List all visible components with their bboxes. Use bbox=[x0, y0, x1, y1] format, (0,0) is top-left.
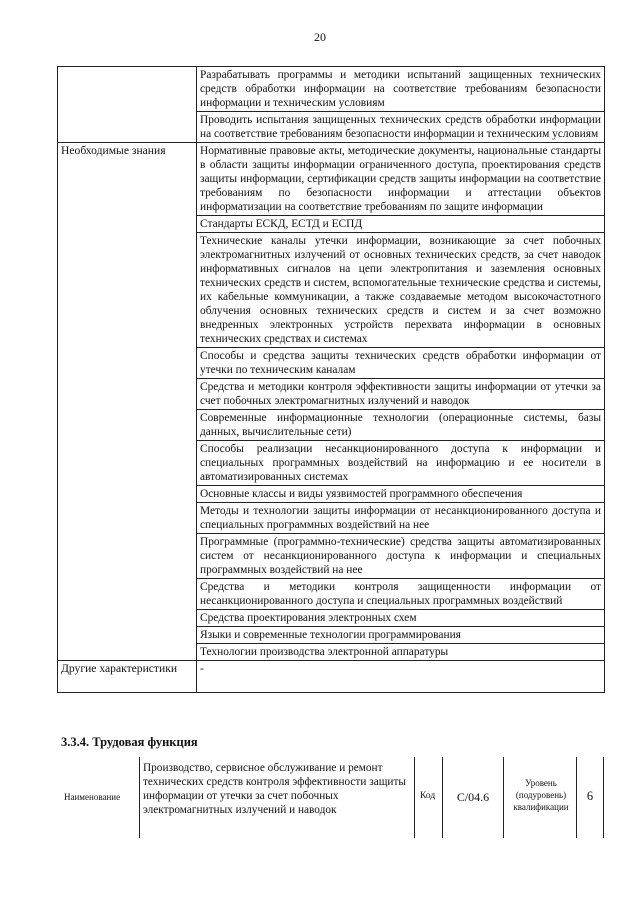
row-text: Средства и методики контроля защищенности информации от несанкционированного доступа и специальных программных воздействий bbox=[197, 579, 605, 610]
row-text: Основные классы и виды уязвимостей программного обеспечения bbox=[197, 486, 605, 503]
table-row bbox=[58, 143, 605, 216]
row-text: Способы и средства защиты технических средств обработки информации от утечки по техническим каналам bbox=[197, 348, 605, 379]
row-text: - bbox=[197, 661, 605, 693]
table-row bbox=[58, 67, 605, 112]
knowledge-skills-table bbox=[57, 66, 605, 693]
row-label bbox=[58, 67, 197, 143]
row-text: Нормативные правовые акты, методические документы, национальные стандарты в области защиты информации ограниченного доступа, проектирования средств защиты информации, сертификации средств защиты информации на соответствие требованиям по безопасности информации и аттестации объектов информатизации на соответствие требованиям по защите информации bbox=[197, 143, 605, 216]
page-number: 20 bbox=[314, 30, 326, 44]
row-text: Проводить испытания защищенных технических средств обработки информации на соответствие требованиям безопасности информации и техническим условиям bbox=[197, 112, 605, 143]
row-text: Программные (программно-технические) средства защиты автоматизированных систем от несанкционированного доступа к информации и специальных программных воздействий на нее bbox=[197, 534, 605, 579]
row-text: Средства и методики контроля эффективности защиты информации от утечки за счет побочных электромагнитных излучений и наводок bbox=[197, 379, 605, 410]
row-label-knowledge: Необходимые знания bbox=[58, 143, 197, 661]
row-text: Разрабатывать программы и методики испытаний защищенных технических средств обработки информации на соответствие требованиям безопасности информации и техническим условиям bbox=[197, 67, 605, 112]
row-text: Языки и современные технологии программирования bbox=[197, 627, 605, 644]
row-text: Современные информационные технологии (операционные системы, базы данных, вычислительные сети) bbox=[197, 410, 605, 441]
row-text: Технические каналы утечки информации, возникающие за счет побочных электромагнитных излучений от основных технических средств, за счет наводок информативных сигналов на цепи электропитания и заземления основных технических средств и систем, вспомогательные технические средства и системы, их кабельные коммуникации, а также создаваемые методом высокочастотного облучения основных технических средств и систем и за счет возможно внедренных электронных устройств перехвата информации в основных технических средствах и системах bbox=[197, 233, 605, 348]
level-label: Уровень (подуровень) квалификации bbox=[513, 778, 569, 812]
code-label: Код bbox=[420, 791, 436, 801]
row-label-other: Другие характеристики bbox=[58, 661, 197, 693]
name-label: Наименование bbox=[64, 792, 121, 802]
name-value: Производство, сервисное обслуживание и ремонт технических средств контроля эффективности защиты информации от утечки за счет побочных электромагнитных излучений и наводок bbox=[139, 757, 415, 838]
code-value: C/04.6 bbox=[442, 757, 504, 838]
row-text: Средства проектирования электронных схем bbox=[197, 610, 605, 627]
row-text: Способы реализации несанкционированного доступа к информации и специальных программных воздействий на информацию и ее носители в автоматизированных системах bbox=[197, 441, 605, 486]
row-text: Технологии производства электронной аппаратуры bbox=[197, 644, 605, 661]
row-text: Стандарты ЕСКД, ЕСТД и ЕСПД bbox=[197, 216, 605, 233]
section-heading: 3.3.4. Трудовая функция bbox=[61, 735, 198, 749]
level-value: 6 bbox=[576, 757, 604, 838]
table-row bbox=[58, 661, 605, 693]
row-text: Методы и технологии защиты информации от несанкционированного доступа и специальных программных воздействий на нее bbox=[197, 503, 605, 534]
